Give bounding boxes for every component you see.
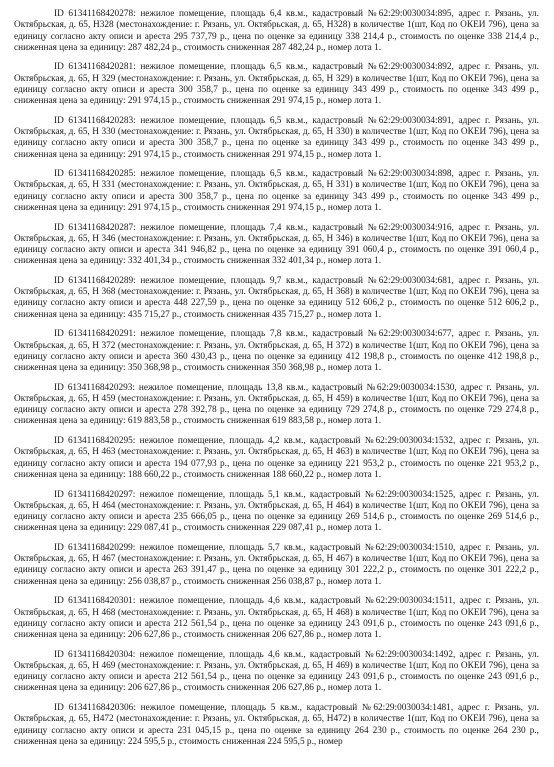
lot-entry-289: ID 61341168420289: нежилое помещение, площадь 9,7 кв.м., кадастровый №62:29:0030034:681, адрес г. Рязань, ул. Октябрьская, д. 65, Н 368 (местонахождение: г. Рязань, ул. Октябрьская, д. 65, Н 368) в количестве 1(шт, Код по ОКЕИ 796), цена за единицу согласно акту описи и ареста 448 227,59 р., цена по оценке за единицу 512 606,2 р., стоимость по оценке 512 606,2 р., сниженная цена за единицу: 435 715,27 р., стоимость сниженная 435 715,27 р., номер лота 1. xyxy=(14,275,539,320)
lot-entry-306: ID 61341168420306: нежилое помещение, площадь 5 кв.м., кадастровый №62:29:0030034:1481, адрес г. Рязань, ул. Октябрьская, д. 65, Н472 (местонахождение: г. Рязань, ул. Октябрьская, д. 65, Н472) в количестве 1(шт, Код по ОКЕИ 796), цена за единицу согласно акту описи и ареста 231 045,15 р., цена по оценке за единицу 264 230 р., стоимость по оценке 264 230 р., сниженная цена за единицу: 224 595,5 р., стоимость сниженная 224 595,5 р., номер xyxy=(14,703,539,747)
lot-entry-295: ID 61341168420295: нежилое помещение, площадь 4,2 кв.м., кадастровый №62:29:0030034:1532, адрес г. Рязань, ул. Октябрьская, д. 65, Н 463 (местонахождение: г. Рязань, ул. Октябрьская, д. 65, Н 463) в количестве 1(шт, Код по ОКЕИ 796), цена за единицу согласно акту описи и ареста 194 077,93 р., цена по оценке за единицу 221 953,2 р., стоимость по оценке 221 953,2 р., сниженная цена за единицу: 188 660,22 р., стоимость сниженная 188 660,22 р., номер лота 1. xyxy=(14,436,539,480)
lot-entry-293: ID 61341168420293: нежилое помещение, площадь 13,8 кв.м., кадастровый №62:29:0030034:1530, адрес г. Рязань, ул. Октябрьская, д. 65, Н 459 (местонахождение: г. Рязань, ул. Октябрьская, д. 65, Н 459) в количестве 1(шт, Код по ОКЕИ 796), цена за единицу согласно акту описи и ареста 278 392,78 р., цена по оценке за единицу 729 274,8 р., стоимость по оценке 729 274,8 р., сниженная цена за единицу: 619 883,58 р., стоимость сниженная 619 883,58 р., номер лота 1. xyxy=(14,382,539,427)
lot-entry-304: ID 61341168420304: нежилое помещение, площадь 4,6 кв.м., кадастровый №62:29:0030034:1492, адрес г. Рязань, ул. Октябрьская, д. 65, Н 469 (местонахождение: г. Рязань, ул. Октябрьская, д. 65, Н 469) в количестве 1(шт, Код по ОКЕИ 796), цена за единицу согласно акту описи и ареста 212 561,54 р., цена по оценке за единицу 243 091,6 р., стоимость по оценке 243 091,6 р., сниженная цена за единицу: 206 627,86 р., стоимость сниженная 206 627,86 р., номер лота 1. xyxy=(14,649,539,694)
lot-entry-301: ID 61341168420301: нежилое помещение, площадь 4,6 кв.м., кадастровый №62:29:0030034:1511, адрес г. Рязань, ул. Октябрьская, д. 65, Н 468 (местонахождение: г. Рязань, ул. Октябрьская, д. 65, Н 468) в количестве 1(шт, Код по ОКЕИ 796), цена за единицу согласно акту описи и ареста 212 561,54 р., цена по оценке за единицу 243 091,6 р., стоимость по оценке 243 091,6 р., сниженная цена за единицу: 206 627,86 р., стоимость сниженная 206 627,86 р., номер лота 1. xyxy=(14,596,539,641)
lot-entry-283: ID 61341168420283: нежилое помещение, площадь 6,5 кв.м., кадастровый №62:29:0030034:891, адрес г. Рязань, ул. Октябрьская, д. 65, Н 330 (местонахождение: г. Рязань, ул. Октябрьская, д. 65, Н 330) в количестве 1(шт, Код по ОКЕИ 796), цена за единицу согласно акту описи и ареста 300 358,7 р., цена по оценке за единицу 343 499 р., стоимость по оценке 343 499 р., сниженная цена за единицу: 291 974,15 р., стоимость сниженная 291 974,15 р., номер лота 1. xyxy=(14,115,539,160)
lot-entry-297: ID 61341168420297: нежилое помещение, площадь 5,1 кв.м., кадастровый №62:29:0030034:1525, адрес г. Рязань, ул. Октябрьская, д. 65, Н 464 (местонахождение: г. Рязань, ул. Октябрьская, д. 65, Н 464) в количестве 1(шт, Код по ОКЕИ 796), цена за единицу согласно акту описи и ареста 235 666,05 р., цена по оценке за единицу 269 514,6 р., стоимость по оценке 269 514,6 р., сниженная цена за единицу: 229 087,41 р., стоимость сниженная 229 087,41 р., номер лота 1. xyxy=(14,489,539,534)
lot-entry-291: ID 61341168420291: нежилое помещение, площадь 7,8 кв.м., кадастровый №62:29:0030034:677, адрес г. Рязань, ул. Октябрьская, д. 65, Н 372 (местонахождение: г. Рязань, ул. Октябрьская, д. 65, Н 372) в количестве 1(шт, Код по ОКЕИ 796), цена за единицу согласно акту описи и ареста 360 430,43 р., цена по оценке за единицу 412 198,8 р., стоимость по оценке 412 198,8 р., сниженная цена за единицу: 350 368,98 р., стоимость сниженная 350 368,98 р., номер лота 1. xyxy=(14,329,539,374)
lot-entry-287: ID 61341168420287: нежилое помещение, площадь 7,4 кв.м., кадастровый №62:29:0030034:916, адрес г. Рязань, ул. Октябрьская, д. 65, Н 346 (местонахождение: г. Рязань, ул. Октябрьская, д. 65, Н 346) в количестве 1(шт, Код по ОКЕИ 796), цена за единицу согласно акту описи и ареста 341 946,82 р., цена по оценке за единицу 391 060,4 р., стоимость по оценке 391 060,4 р., сниженная цена за единицу: 332 401,34 р., стоимость сниженная 332 401,34 р., номер лота 1. xyxy=(14,222,539,267)
lot-entry-285: ID 61341168420285: нежилое помещение, площадь 6,5 кв.м., кадастровый №62:29:0030034:898, адрес г. Рязань, ул. Октябрьская, д. 65, Н 331 (местонахождение: г. Рязань, ул. Октябрьская, д. 65, Н 331) в количестве 1(шт, Код по ОКЕИ 796), цена за единицу согласно акту описи и ареста 300 358,7 р., цена по оценке за единицу 343 499 р., стоимость по оценке 343 499 р., сниженная цена за единицу: 291 974,15 р., стоимость сниженная 291 974,15 р., номер лота 1. xyxy=(14,169,539,213)
document-page xyxy=(14,9,539,756)
lot-entry-299: ID 61341168420299: нежилое помещение, площадь 5,7 кв.м., кадастровый №62:29:0030034:1510, адрес г. Рязань, ул. Октябрьская, д. 65, Н 467 (местонахождение: г. Рязань, ул. Октябрьская, д. 65, Н 467) в количестве 1(шт, Код по ОКЕИ 796), цена за единицу согласно акту описи и ареста 263 391,47 р., цена по оценке за единицу 301 222,2 р., стоимость по оценке 301 222,2 р., сниженная цена за единицу: 256 038,87 р., стоимость сниженная 256 038,87 р., номер лота 1. xyxy=(14,542,539,587)
lot-entry-278: ID 61341168420278: нежилое помещение, площадь 6,4 кв.м., кадастровый №62:29:0030034:895, адрес г. Рязань, ул. Октябрьская, д. 65, Н328 (местонахождение: г. Рязань, ул. Октябрьская, д. 65, Н328) в количестве 1(шт, Код по ОКЕИ 796), цена за единицу согласно акту описи и ареста 295 737,79 р., цена по оценке за единицу 338 214,4 р., стоимость по оценке 338 214,4 р., сниженная цена за единицу: 287 482,24 р., стоимость сниженная 287 482,24 р., номер лота 1. xyxy=(14,9,539,53)
lot-entry-281: ID 61341168420281: нежилое помещение, площадь 6,5 кв.м., кадастровый №62:29:0030034:892, адрес г. Рязань, ул. Октябрьская, д. 65, Н 329 (местонахождение: г. Рязань, ул. Октябрьская, д. 65, Н 329) в количестве 1(шт, Код по ОКЕИ 796), цена за единицу согласно акту описи и ареста 300 358,7 р., цена по оценке за единицу 343 499 р., стоимость по оценке 343 499 р., сниженная цена за единицу: 291 974,15 р., стоимость сниженная 291 974,15 р., номер лота 1. xyxy=(14,62,539,107)
